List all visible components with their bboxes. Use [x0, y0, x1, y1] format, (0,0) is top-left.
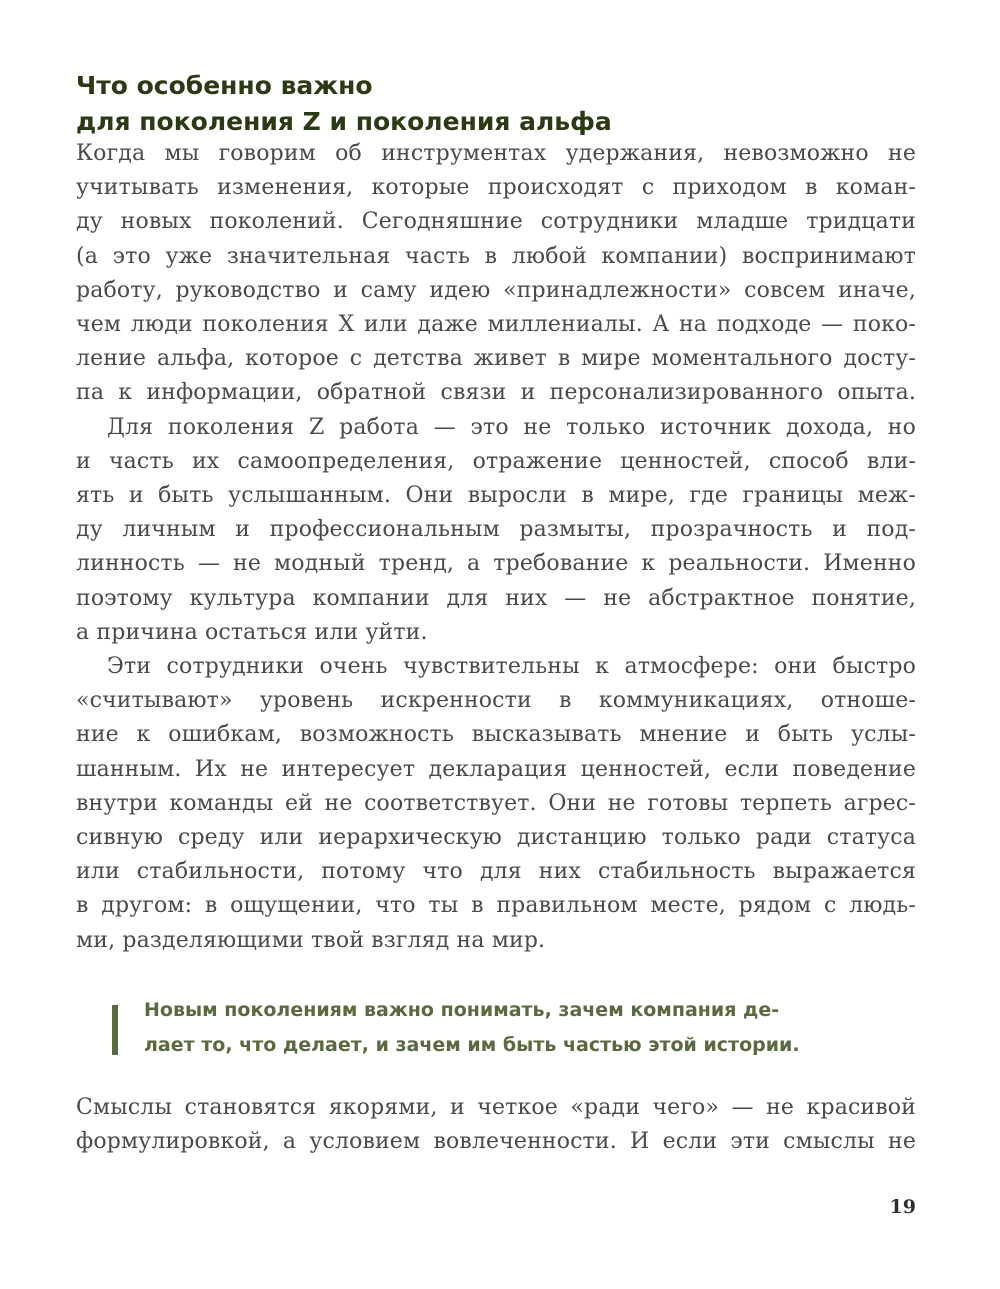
text-line: сивную среду или иерархическую дистанцию только ради статуса [76, 825, 916, 851]
text-line: ду новых поколений. Сегодняшние сотрудники младше тридцати [76, 209, 916, 235]
text-line: ление альфа, которое с детства живет в мире моментального досту- [76, 346, 916, 372]
text-line: (а это уже значительная часть в любой компании) воспринимают [76, 243, 916, 269]
text-line: формулировкой, а условием вовлеченности. И если эти смыслы не [76, 1129, 916, 1155]
text-line: Смыслы становятся якорями, и четкое «ради чего» — не красивой [76, 1095, 916, 1120]
pull-quote [112, 999, 912, 1056]
page-number: 19 [889, 1196, 916, 1218]
pull-quote-bar [112, 1005, 118, 1055]
text-line: в другом: в ощущении, что ты в правильном месте, рядом с людь- [76, 893, 916, 919]
text-line: чем люди поколения X или даже миллениалы. А на подходе — поко- [76, 312, 916, 338]
pull-quote-line-1: Новым поколениям важно понимать, зачем компания де- [144, 999, 780, 1021]
text-line: Эти сотрудники очень чувствительны к атмосфере: они быстро [107, 654, 916, 680]
text-line: ять и быть услышанным. Они выросли в мире, где границы меж- [76, 483, 916, 509]
pull-quote-line-2: лает то, что делает, и зачем им быть частью этой истории. [144, 1034, 800, 1056]
text-line: «считывают» уровень искренности в коммуникациях, отноше- [76, 688, 916, 714]
section-heading-line-2: для поколения Z и поколения альфа [76, 107, 612, 136]
paragraph-3 [76, 650, 916, 958]
text-line: Для поколения Z работа — это не только источник дохода, но [107, 414, 916, 440]
section-heading-line-1: Что особенно важно [76, 71, 373, 100]
text-line: поэтому культура компании для них — не абстрактное понятие, [76, 585, 916, 611]
paragraph-2 [76, 411, 916, 650]
body-text-block [76, 137, 916, 958]
paragraph-1 [76, 137, 916, 411]
text-line: внутри команды ей не соответствует. Они не готовы терпеть агрес- [76, 790, 916, 816]
text-line: или стабильности, потому что для них стабильность выражается [76, 859, 916, 885]
text-line: а причина остаться или уйти. [76, 619, 428, 645]
text-line: линность — не модный тренд, а требование к реальности. Именно [76, 551, 916, 577]
continuation-text [76, 1091, 916, 1159]
text-line: ние к ошибкам, возможность высказывать мнение и быть услы- [76, 722, 916, 748]
text-line: па к информации, обратной связи и персонализированного опыта. [76, 380, 916, 406]
text-line: ми, разделяющими твой взгляд на мир. [76, 927, 546, 953]
section-heading [76, 68, 926, 140]
text-line: и часть их самоопределения, отражение ценностей, способ вли- [76, 448, 916, 474]
text-line: учитывать изменения, которые происходят с приходом в коман- [76, 175, 916, 201]
text-line: ду личным и профессиональным размыты, прозрачность и под- [76, 517, 916, 543]
text-line: работу, руководство и саму идею «принадлежности» совсем иначе, [76, 277, 916, 303]
pull-quote-text [144, 993, 874, 1063]
text-line: Когда мы говорим об инструментах удержания, невозможно не [76, 141, 916, 166]
text-line: шанным. Их не интересует декларация ценностей, если поведение [76, 756, 916, 782]
